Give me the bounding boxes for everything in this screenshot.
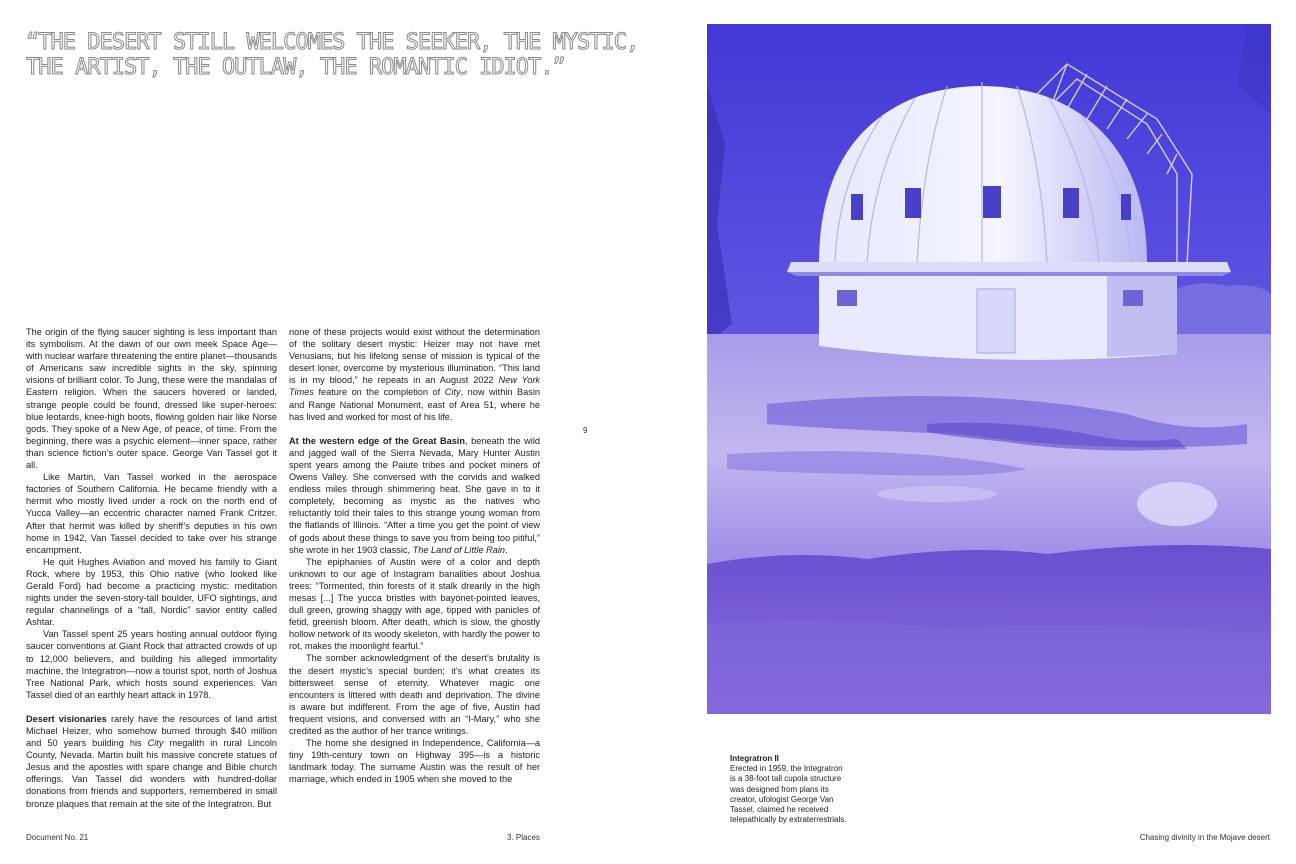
artwork-title: City [444, 387, 461, 398]
integratron-illustration [707, 24, 1271, 714]
caption-text: Erected in 1959, the Integratron is a 38-foot tall cupola structure was designed from plans its creator, ufologist George Van Tassel, claimed he received telepathically by extraterrestrials. [730, 764, 847, 825]
paragraph-text: none of these projects would exist without the determination of the solitary desert mystic: Heizer may not have met Venusians, but his lifelong sense of mission is typical of the desert loner, overcome by mysterious illumination. “This land is in my blood,” he repeats in an August 2022 [289, 327, 540, 386]
caption-title: Integratron II [730, 754, 779, 763]
paragraph: Van Tassel spent 25 years hosting annual outdoor flying saucer conventions at Giant Rock that attracted crowds of up to 12,000 believers, and building his alleged immortality machine, the Integratron—now a tourist spot, north of Joshua Tree National Park, which hosts sound experiences. Van Tassel died of an earthly heart attack in 1978. [26, 629, 277, 700]
paragraph [289, 435, 540, 556]
footer-publication: Document No. 21 [26, 833, 89, 842]
paragraph: The somber acknowledgment of the desert’s brutality is the desert mystic’s special burden; it’s what creates its bittersweet sense of eternity. Whatever magic one encounters is littered with death and deprivation. The divine is aware but indifferent. From the age of five, Austin had frequent visions, and conversed with an “I-Mary,” who she credited as the author of her trance writings. [289, 653, 540, 736]
paragraph [289, 326, 540, 423]
paragraph-text: . [505, 544, 508, 555]
integratron-photo [707, 24, 1271, 714]
paragraph-text: rarely have the resources of land artist Michael Heizer, who somehow burned through $40 million and 50 years building his [26, 713, 277, 749]
paragraph: The epiphanies of Austin were of a color and depth unknown to our age of Instagram banalities about Joshua trees: “Tormented, thin forests of it stalk drearily in the high mesas [...] The yucca bristles with bayonet-pointed leaves, dull green, growing shaggy with age, tipped with panicles of fetid, greenish bloom. After death, which is slow, the ghostly hollow network of its woody skeleton, with hardly the power to rot, makes the moonlight fearful.” [289, 556, 540, 652]
photo-caption [730, 754, 850, 825]
paragraph [26, 713, 277, 810]
pull-quote-line-2: THE ARTIST, THE OUTLAW, THE ROMANTIC IDIOT.” [26, 55, 565, 80]
book-title: City [147, 738, 164, 749]
paragraph-text: megalith in rural Lincoln County, Nevada. Martin built his massive concrete statues of Jesus and the apostles with spare change and Bible church offerings. Van Tassel did wonders with hundred-dollar donations from friends and supporters, remembered in small bronze plaques that remain at the site of the Integratron. But [26, 738, 277, 809]
pull-quote-line-1: “THE DESERT STILL WELCOMES THE SEEKER, THE MYSTIC, [26, 30, 639, 55]
paragraph-lead: Desert visionaries [26, 713, 107, 724]
paragraph-text: feature on the completion of [313, 387, 445, 398]
article-column-right [289, 326, 540, 785]
footer-article-title: Chasing divinity in the Mojave desert [1139, 833, 1270, 842]
paragraph-text: , now within Basin and Range National Monument, east of Area 51, where he has lived and worked for most of his life. [289, 387, 540, 422]
pull-quote [26, 30, 666, 80]
book-title: The Land of Little Rain [412, 544, 506, 555]
footer-section: 3. Places [507, 833, 540, 842]
paragraph-lead: At the western edge of the Great Basin [289, 435, 465, 446]
paragraph: The origin of the flying saucer sighting is less important than its symbolism. At the dawn of our own meek Space Age—with nuclear warfare threatening the entire planet—thousands of Americans saw incredible sights in the sky, spinning visions of brilliant color. To Jung, these were the mandalas of Eastern religion. When the saucers hovered or landed, strange people could be found, dressed like super-heroes: blue leotards, knee-high boots, flowing golden hair like Norse gods. They spoke of a New Age, of peace, of time. From the beginning, there was a psychic element—inner space, rather than science fiction’s outer space. George Van Tassel got it all. [26, 327, 277, 471]
paragraph: He quit Hughes Aviation and moved his family to Giant Rock, where by 1953, this Ohio native (who looked like Gerald Ford) had become a practicing mystic: meditation nights under the seven-story-tall boulder, UFO sightings, and regular channelings of a “tall, Nordic” savior entity called Ashtar. [26, 556, 277, 628]
paragraph: Like Martin, Van Tassel worked in the aerospace factories of Southern California. He became friendly with a hermit who mostly lived under a rock on the north end of Yucca Valley—an eccentric character named Frank Critzer. After that hermit was killed by sheriff’s deputies in his own home in 1942, Van Tassel decided to take over his strange encampment. [26, 472, 277, 555]
paragraph: The home she designed in Independence, California—a tiny 19th-century town on Highway 395—is a historic landmark today. The surname Austin was the result of her marriage, which ended in 1905 when she moved to the [289, 738, 540, 785]
page-number: 9 [583, 426, 588, 435]
paragraph-text: , beneath the wild and jagged wall of the Sierra Nevada, Mary Hunter Austin spent years among the Paiute tribes and pocket miners of Owens Valley. She conversed with the corvids and walked endless miles through shimmering heat. She gave in to it completely, becoming as mystic as the natives who reluctantly told their tales to this strange young woman from the flatlands of Illinois. “After a time you get the point of view of gods about these things to save you from being too pitiful,” she wrote in her 1903 classic, [289, 435, 540, 555]
article-column-left [26, 326, 277, 810]
publication-title: New York Times [289, 375, 540, 398]
